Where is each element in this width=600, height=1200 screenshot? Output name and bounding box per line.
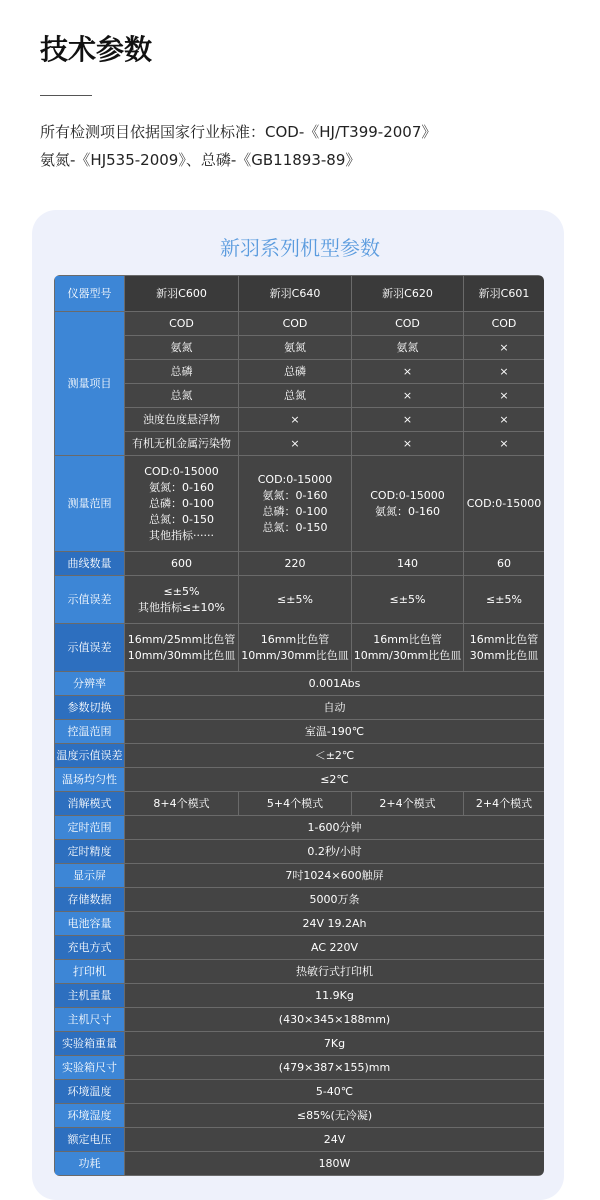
table-cell: ≤2℃ — [125, 768, 545, 792]
table-row — [55, 984, 545, 1008]
table-cell — [125, 456, 239, 552]
row-label: 曲线数量 — [55, 552, 125, 576]
table-row — [55, 744, 545, 768]
table-row — [55, 276, 545, 312]
table-row — [55, 768, 545, 792]
table-cell — [352, 456, 464, 552]
table-cell — [239, 456, 352, 552]
table-row — [55, 840, 545, 864]
table-row — [55, 936, 545, 960]
table-cell: 24V 19.2Ah — [125, 912, 545, 936]
table-cell: 0.001Abs — [125, 672, 545, 696]
table-cell: 600 — [125, 552, 239, 576]
row-label: 定时范围 — [55, 816, 125, 840]
table-row — [55, 1152, 545, 1176]
row-label: 实验箱尺寸 — [55, 1056, 125, 1080]
table-cell: × — [464, 432, 545, 456]
cell-line: 16mm比色管 — [373, 632, 442, 646]
table-row — [55, 408, 545, 432]
row-label: 环境温度 — [55, 1080, 125, 1104]
row-label: 打印机 — [55, 960, 125, 984]
table-row — [55, 384, 545, 408]
table-cell: 140 — [352, 552, 464, 576]
table-cell: 0.2秒/小时 — [125, 840, 545, 864]
row-label: 存储数据 — [55, 888, 125, 912]
table-cell: 室温-190℃ — [125, 720, 545, 744]
table-row — [55, 696, 545, 720]
table-row — [55, 1080, 545, 1104]
title-divider — [40, 95, 92, 96]
table-cell: COD — [125, 312, 239, 336]
table-row — [55, 960, 545, 984]
row-label: 测量范围 — [55, 456, 125, 552]
table-cell: 2+4个模式 — [464, 792, 545, 816]
table-cell: 有机无机金属污染物 — [125, 432, 239, 456]
cell-line: 氨氮：0-160 — [262, 488, 328, 502]
row-label: 充电方式 — [55, 936, 125, 960]
row-label: 示值误差 — [55, 576, 125, 624]
table-cell: 总氮 — [125, 384, 239, 408]
table-cell — [125, 576, 239, 624]
table-row — [55, 552, 545, 576]
table-row — [55, 312, 545, 336]
cell-line: ≤±5% — [486, 592, 522, 606]
table-cell: (430×345×188mm) — [125, 1008, 545, 1032]
table-cell: 氨氮 — [125, 336, 239, 360]
table-cell: 自动 — [125, 696, 545, 720]
table-cell — [464, 576, 545, 624]
cell-line: 总磷：0-100 — [262, 504, 328, 518]
row-label: 功耗 — [55, 1152, 125, 1176]
table-row — [55, 624, 545, 672]
table-cell: 7Kg — [125, 1032, 545, 1056]
table-row — [55, 792, 545, 816]
table-row — [55, 1008, 545, 1032]
cell-line: COD:0-15000 — [466, 496, 542, 510]
row-label: 显示屏 — [55, 864, 125, 888]
table-cell: 5-40℃ — [125, 1080, 545, 1104]
row-label: 环境湿度 — [55, 1104, 125, 1128]
table-row — [55, 576, 545, 624]
row-label: 参数切换 — [55, 696, 125, 720]
cell-line: 16mm比色管 — [260, 632, 330, 646]
card-title: 新羽系列机型参数 — [220, 236, 380, 260]
model-name-header: 新羽C620 — [352, 276, 464, 312]
model-name-header: 新羽C601 — [464, 276, 545, 312]
table-cell: × — [464, 384, 545, 408]
table-cell: 1-600分钟 — [125, 816, 545, 840]
intro-line: 所有检测项目依据国家行业标准：COD-《HJ/T399-2007》 — [40, 123, 437, 141]
table-cell: COD — [239, 312, 352, 336]
table-cell: × — [352, 408, 464, 432]
table-row — [55, 912, 545, 936]
model-name-header: 新羽C600 — [125, 276, 239, 312]
cell-line: COD:0-15000 — [144, 464, 219, 478]
model-name-header: 新羽C640 — [239, 276, 352, 312]
table-row — [55, 360, 545, 384]
table-cell: 氨氮 — [352, 336, 464, 360]
cell-line: 10mm/30mm比色皿 — [127, 648, 236, 662]
cell-line: COD:0-15000 — [370, 488, 445, 502]
table-row — [55, 672, 545, 696]
row-label: 测量项目 — [55, 312, 125, 456]
table-row — [55, 1032, 545, 1056]
cell-line: 其他指标≤±10% — [138, 600, 225, 614]
table-cell — [352, 624, 464, 672]
cell-line: ≤±5% — [163, 584, 200, 598]
table-cell: 11.9Kg — [125, 984, 545, 1008]
cell-line: 10mm/30mm比色皿 — [241, 648, 349, 662]
row-label: 实验箱重量 — [55, 1032, 125, 1056]
table-cell: 总磷 — [239, 360, 352, 384]
table-cell: ≤85%(无冷凝) — [125, 1104, 545, 1128]
table-cell: 5+4个模式 — [239, 792, 352, 816]
cell-line: 总磷：0-100 — [149, 496, 214, 510]
row-label: 仪器型号 — [55, 276, 125, 312]
table-cell: 浊度色度悬浮物 — [125, 408, 239, 432]
table-cell: × — [464, 408, 545, 432]
row-label: 控温范围 — [55, 720, 125, 744]
table-cell: × — [464, 336, 545, 360]
table-row — [55, 864, 545, 888]
table-cell: ＜±2℃ — [125, 744, 545, 768]
table-cell: (479×387×155)mm — [125, 1056, 545, 1080]
row-label: 示值误差 — [55, 624, 125, 672]
table-row — [55, 720, 545, 744]
table-cell: × — [352, 432, 464, 456]
cell-line: 氨氮：0-160 — [149, 480, 214, 494]
table-cell — [239, 576, 352, 624]
table-cell — [464, 456, 545, 552]
table-row — [55, 1104, 545, 1128]
table-cell: COD — [352, 312, 464, 336]
table-cell: × — [464, 360, 545, 384]
table-cell: COD — [464, 312, 545, 336]
row-label: 分辨率 — [55, 672, 125, 696]
table-cell: 7吋1024×600触屏 — [125, 864, 545, 888]
cell-line: ≤±5% — [277, 592, 313, 606]
table-cell: 总氮 — [239, 384, 352, 408]
row-label: 消解模式 — [55, 792, 125, 816]
table-row — [55, 432, 545, 456]
table-row — [55, 456, 545, 552]
table-cell: 氨氮 — [239, 336, 352, 360]
cell-line: 其他指标······ — [149, 528, 214, 542]
table-cell: 24V — [125, 1128, 545, 1152]
table-cell: × — [352, 384, 464, 408]
table-cell: 180W — [125, 1152, 545, 1176]
standards-intro — [40, 118, 580, 174]
cell-line: 10mm/30mm比色皿 — [353, 648, 462, 662]
table-cell: × — [239, 408, 352, 432]
table-row — [55, 336, 545, 360]
cell-line: COD:0-15000 — [257, 472, 333, 486]
cell-line: 16mm比色管 — [469, 632, 539, 646]
row-label: 温度示值误差 — [55, 744, 125, 768]
table-row — [55, 1056, 545, 1080]
cell-line: ≤±5% — [389, 592, 426, 606]
table-cell — [125, 624, 239, 672]
table-cell: 5000万条 — [125, 888, 545, 912]
intro-line: 氨氮-《HJ535-2009》、总磷-《GB11893-89》 — [40, 151, 361, 169]
table-cell: 总磷 — [125, 360, 239, 384]
table-cell: 2+4个模式 — [352, 792, 464, 816]
row-label: 定时精度 — [55, 840, 125, 864]
cell-line: 总氮：0-150 — [262, 520, 328, 534]
table-cell: AC 220V — [125, 936, 545, 960]
row-label: 温场均匀性 — [55, 768, 125, 792]
cell-line: 总氮：0-150 — [149, 512, 214, 526]
spec-table-wrapper — [54, 275, 544, 1176]
cell-line: 16mm/25mm比色管 — [127, 632, 236, 646]
row-label: 电池容量 — [55, 912, 125, 936]
page-title: 技术参数 — [40, 33, 153, 66]
row-label: 主机尺寸 — [55, 1008, 125, 1032]
table-cell: 8+4个模式 — [125, 792, 239, 816]
table-cell — [352, 576, 464, 624]
row-label: 额定电压 — [55, 1128, 125, 1152]
table-cell — [464, 624, 545, 672]
table-cell — [239, 624, 352, 672]
cell-line: 30mm比色皿 — [469, 648, 539, 662]
spec-table — [54, 275, 544, 1176]
table-row — [55, 1128, 545, 1152]
row-label: 主机重量 — [55, 984, 125, 1008]
table-cell: 220 — [239, 552, 352, 576]
table-cell: 热敏行式打印机 — [125, 960, 545, 984]
table-cell: × — [239, 432, 352, 456]
table-cell: 60 — [464, 552, 545, 576]
table-cell: × — [352, 360, 464, 384]
table-row — [55, 888, 545, 912]
table-row — [55, 816, 545, 840]
cell-line: 氨氮：0-160 — [375, 504, 440, 518]
